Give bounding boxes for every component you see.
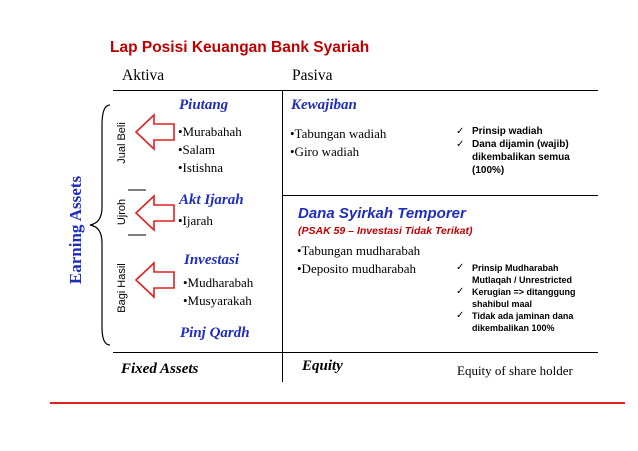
arrow-left-icon xyxy=(134,112,178,152)
dana-syirkah-title: Dana Syirkah Temporer xyxy=(298,205,466,222)
kewajiban-item: •Tabungan wadiah xyxy=(290,126,387,141)
arrow-left-icon xyxy=(134,193,178,233)
aktiva-heading: Aktiva xyxy=(122,67,165,84)
piutang-item: •Istishna xyxy=(178,160,223,175)
center-divider xyxy=(282,90,283,382)
fixed-assets-label: Fixed Assets xyxy=(121,361,199,377)
jual-beli-label: Jual Beli xyxy=(116,122,128,164)
page-title: Lap Posisi Keuangan Bank Syariah xyxy=(110,39,370,56)
pasiva-heading: Pasiva xyxy=(292,67,333,84)
check-icon: ✓ xyxy=(456,262,465,273)
check-icon: ✓ xyxy=(456,139,465,150)
footer-rule xyxy=(50,402,625,404)
akt-ijarah-title: Akt Ijarah xyxy=(179,192,244,208)
equity-label: Equity xyxy=(302,358,343,374)
pinj-qardh-title: Pinj Qardh xyxy=(180,325,250,341)
bagi-hasil-label: Bagi Hasil xyxy=(116,263,128,313)
top-rule xyxy=(113,90,598,91)
piutang-item: •Salam xyxy=(178,142,216,157)
investasi-title: Investasi xyxy=(184,252,240,268)
investasi-item: •Mudharabah xyxy=(183,275,254,290)
bottom-rule xyxy=(113,352,598,353)
piutang-item: •Murabahah xyxy=(178,124,242,139)
kewajiban-divider xyxy=(283,195,598,196)
piutang-title: Piutang xyxy=(179,97,229,113)
check-icon: ✓ xyxy=(456,310,465,321)
kewajiban-item: •Giro wadiah xyxy=(290,144,360,159)
kewajiban-note: ✓ Prinsip wadiah ✓ Dana dijamin (wajib) dikembalikan semua (100%) xyxy=(456,126,570,176)
equity-share-holder: Equity of share holder xyxy=(457,363,573,378)
psak-subtitle: (PSAK 59 – Investasi Tidak Terikat) xyxy=(298,225,473,237)
ijarah-item: •Ijarah xyxy=(178,213,213,228)
check-icon: ✓ xyxy=(456,126,465,137)
dana-syirkah-item: •Tabungan mudharabah xyxy=(297,243,421,258)
arrow-left-icon xyxy=(134,260,178,300)
investasi-item: •Musyarakah xyxy=(183,293,252,308)
earning-assets-label: Earning Assets xyxy=(66,175,85,285)
ujroh-label: Ujroh xyxy=(116,198,128,226)
dana-syirkah-item: •Deposito mudharabah xyxy=(297,261,416,276)
kewajiban-title: Kewajiban xyxy=(291,97,357,113)
dana-syirkah-note: ✓ Prinsip Mudharabah Mutlaqah / Unrestricted ✓ Kerugian => ditanggung shahibul maal ✓ Tidak ada jaminan dana dikembalikan 100% xyxy=(456,262,576,333)
check-icon: ✓ xyxy=(456,286,465,297)
